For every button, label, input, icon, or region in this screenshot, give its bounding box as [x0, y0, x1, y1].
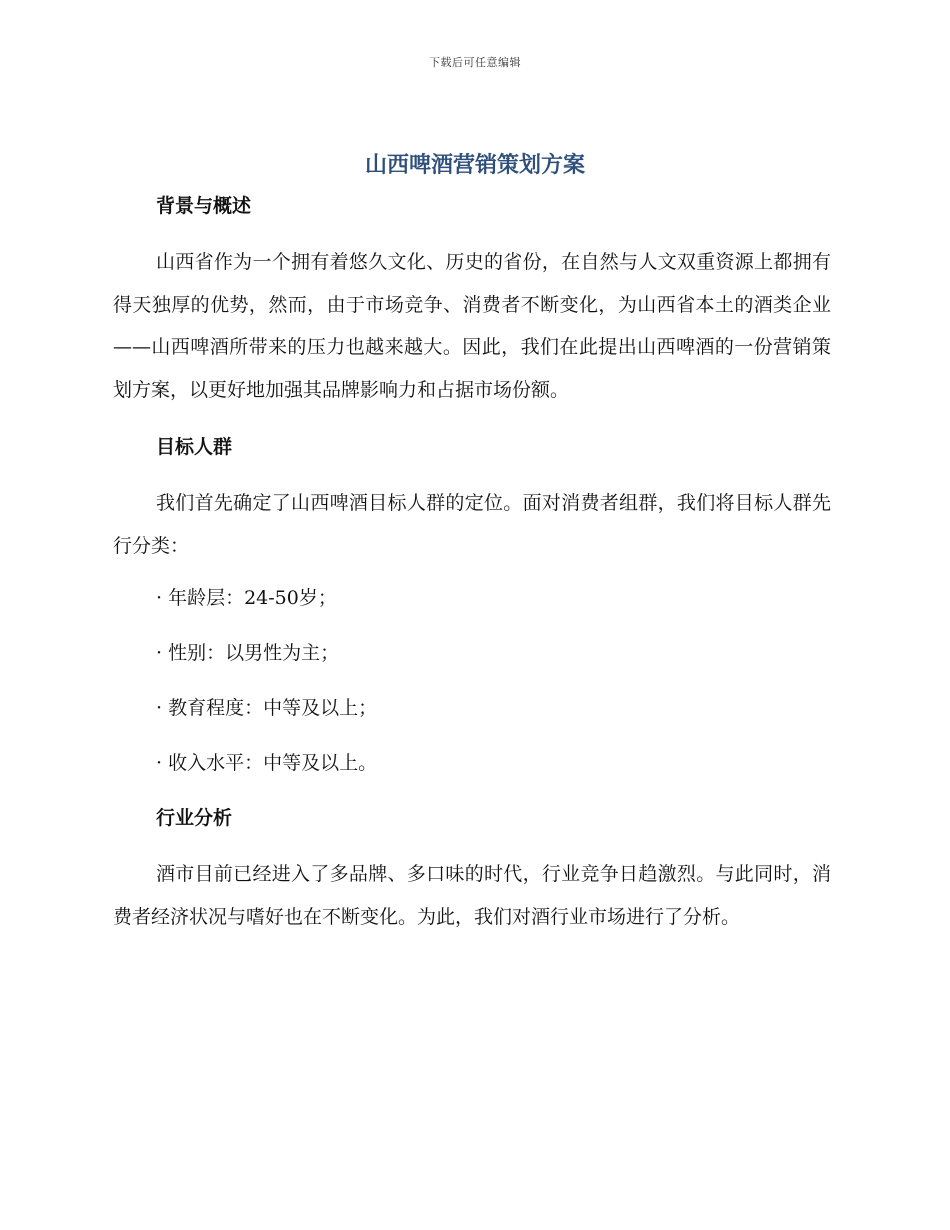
list-item-gender: · 性别：以男性为主； — [156, 642, 340, 664]
page-header: 下载后可任意编辑 — [429, 56, 521, 69]
list-item-education: · 教育程度：中等及以上； — [156, 697, 378, 719]
document-body — [113, 188, 831, 938]
section-paragraph-background: 山西省作为一个拥有着悠久文化、历史的省份，在自然与人文双重资源上都拥有得天独厚的优势，然而，由于市场竞争、消费者不断变化，为山西省本土的酒类企业——山西啤酒所带来的压力也越来越大。因此，我们在此提出山西啤酒的一份营销策划方案，以更好地加强其品牌影响力和占据市场份额。 — [113, 251, 831, 401]
list-item-age: · 年龄层：24-50岁； — [156, 587, 337, 609]
section-heading-target-audience: 目标人群 — [156, 436, 233, 458]
section-heading-background: 背景与概述 — [156, 195, 252, 217]
section-paragraph-industry-analysis: 酒市目前已经进入了多品牌、多口味的时代，行业竞争日趋激烈。与此同时，消费者经济状况与嗜好也在不断变化。为此，我们对酒行业市场进行了分析。 — [113, 863, 831, 928]
section-heading-industry-analysis: 行业分析 — [156, 807, 233, 829]
list-item-income: · 收入水平：中等及以上。 — [156, 752, 378, 774]
document-title: 山西啤酒营销策划方案 — [364, 153, 585, 178]
section-paragraph-target-audience: 我们首先确定了山西啤酒目标人群的定位。面对消费者组群，我们将目标人群先行分类： — [113, 492, 831, 557]
